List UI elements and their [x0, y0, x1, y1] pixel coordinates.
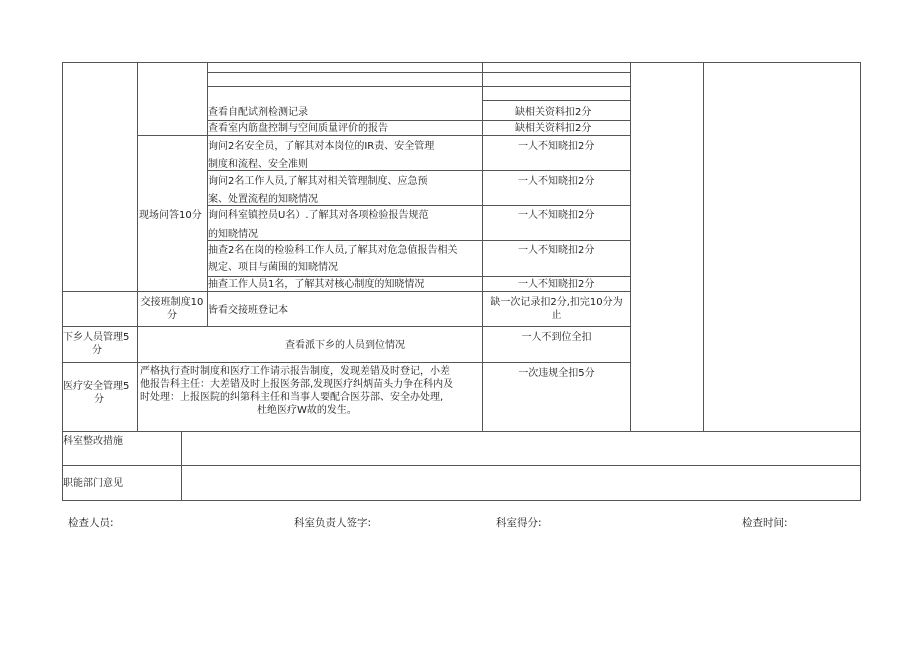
- check-time-label: 检查时间:: [742, 517, 788, 529]
- rural-item: 查看派下乡的人员到位情况: [285, 340, 405, 351]
- safety-category-line1: 医疗安全管理5: [63, 381, 130, 392]
- safety-item-line2: 他报告科主任：大差错及时上报医务部,发现医疗纠炳苗头力争在科内及: [140, 379, 454, 390]
- infection-item: 查看室内筋盘控制与空间质量评价的报告: [208, 123, 388, 134]
- q1-score: 一人不知晓扣2分: [518, 141, 595, 152]
- safety-category: [63, 380, 129, 406]
- safety-category-line2: 分: [94, 394, 104, 405]
- reagent-item: 查看自配试剂检测记录: [208, 107, 308, 118]
- opinion-label: 职能部门意见: [63, 478, 123, 489]
- safety-item-line3: 时处理：上报医院的纠第科主任和当事人要配合医芬部、安全办处理,: [140, 392, 444, 403]
- handover-score: [483, 296, 630, 322]
- q4-item-line2: 规定、项目与菌围的知晓情况: [208, 262, 338, 273]
- rectify-field[interactable]: [182, 432, 860, 465]
- q4-item-line1: 抽查2名在岗的检验科工作人员,了解其对危急值报告相关: [208, 245, 458, 256]
- safety-item-line1: 严格执行查时制度和医疗工作请示报告制度，发现差错及时登记，小差: [140, 366, 450, 377]
- q1-item-line2: 制度和流程、安全准则: [208, 159, 308, 169]
- dept-score-label: 科室得分:: [496, 517, 542, 529]
- safety-item-line4: 杜绝医疗W故的发生。: [257, 405, 357, 416]
- handover-category-line2: 分: [167, 310, 177, 321]
- rural-score: 一人不到位全扣: [521, 332, 592, 343]
- handover-category: [137, 296, 207, 322]
- rural-category-line1: 下乡人员管理5: [63, 332, 130, 343]
- handover-category-line1: 交接班制度10: [140, 297, 204, 308]
- rectify-label: 科室整改措施: [63, 436, 123, 447]
- q2-score: 一人不知晓扣2分: [518, 176, 595, 187]
- q2-item-line2: 案、处置流程的知晓情况: [208, 194, 318, 204]
- onsite-category: 现场问答10分: [139, 210, 202, 221]
- q3-score: 一人不知晓扣2分: [518, 210, 595, 221]
- safety-item: [140, 365, 482, 417]
- rural-category-line2: 分: [92, 345, 102, 356]
- rural-category: [63, 331, 129, 357]
- q3-item-line1: 询问科室镇控员U名）.了解其对各项检验报告规范: [208, 210, 429, 221]
- q2-item-line1: 询问2名工作人员,了解其对相关管理制度、应急预: [208, 176, 428, 187]
- handover-item: 皆看交接班登记本: [208, 305, 288, 316]
- q1-item-line1: 询问2名安全员，了解其对本岗位的IR责、安全管理: [208, 141, 435, 152]
- q4-score: 一人不知晓扣2分: [518, 245, 595, 256]
- inspector-label: 检查人员:: [68, 517, 114, 529]
- reagent-score: 缺相关资料扣2分: [515, 107, 592, 118]
- safety-score: 一次违规全扣5分: [518, 368, 595, 379]
- handover-score-line2: 止: [551, 310, 562, 321]
- dept-head-signature-label: 科室负责人签字:: [294, 517, 372, 529]
- handover-score-line1: 缺一次记录扣2分,扣完10分为: [490, 297, 623, 308]
- opinion-field[interactable]: [182, 466, 860, 500]
- q5-item: 抽查工作人员1名，了解其对核心制度的知晓情况: [208, 279, 425, 290]
- infection-score: 缺相关资料扣2分: [515, 123, 592, 134]
- q3-item-line2: 的知晓情况: [208, 229, 258, 239]
- q5-score: 一人不知晓扣2分: [518, 279, 595, 290]
